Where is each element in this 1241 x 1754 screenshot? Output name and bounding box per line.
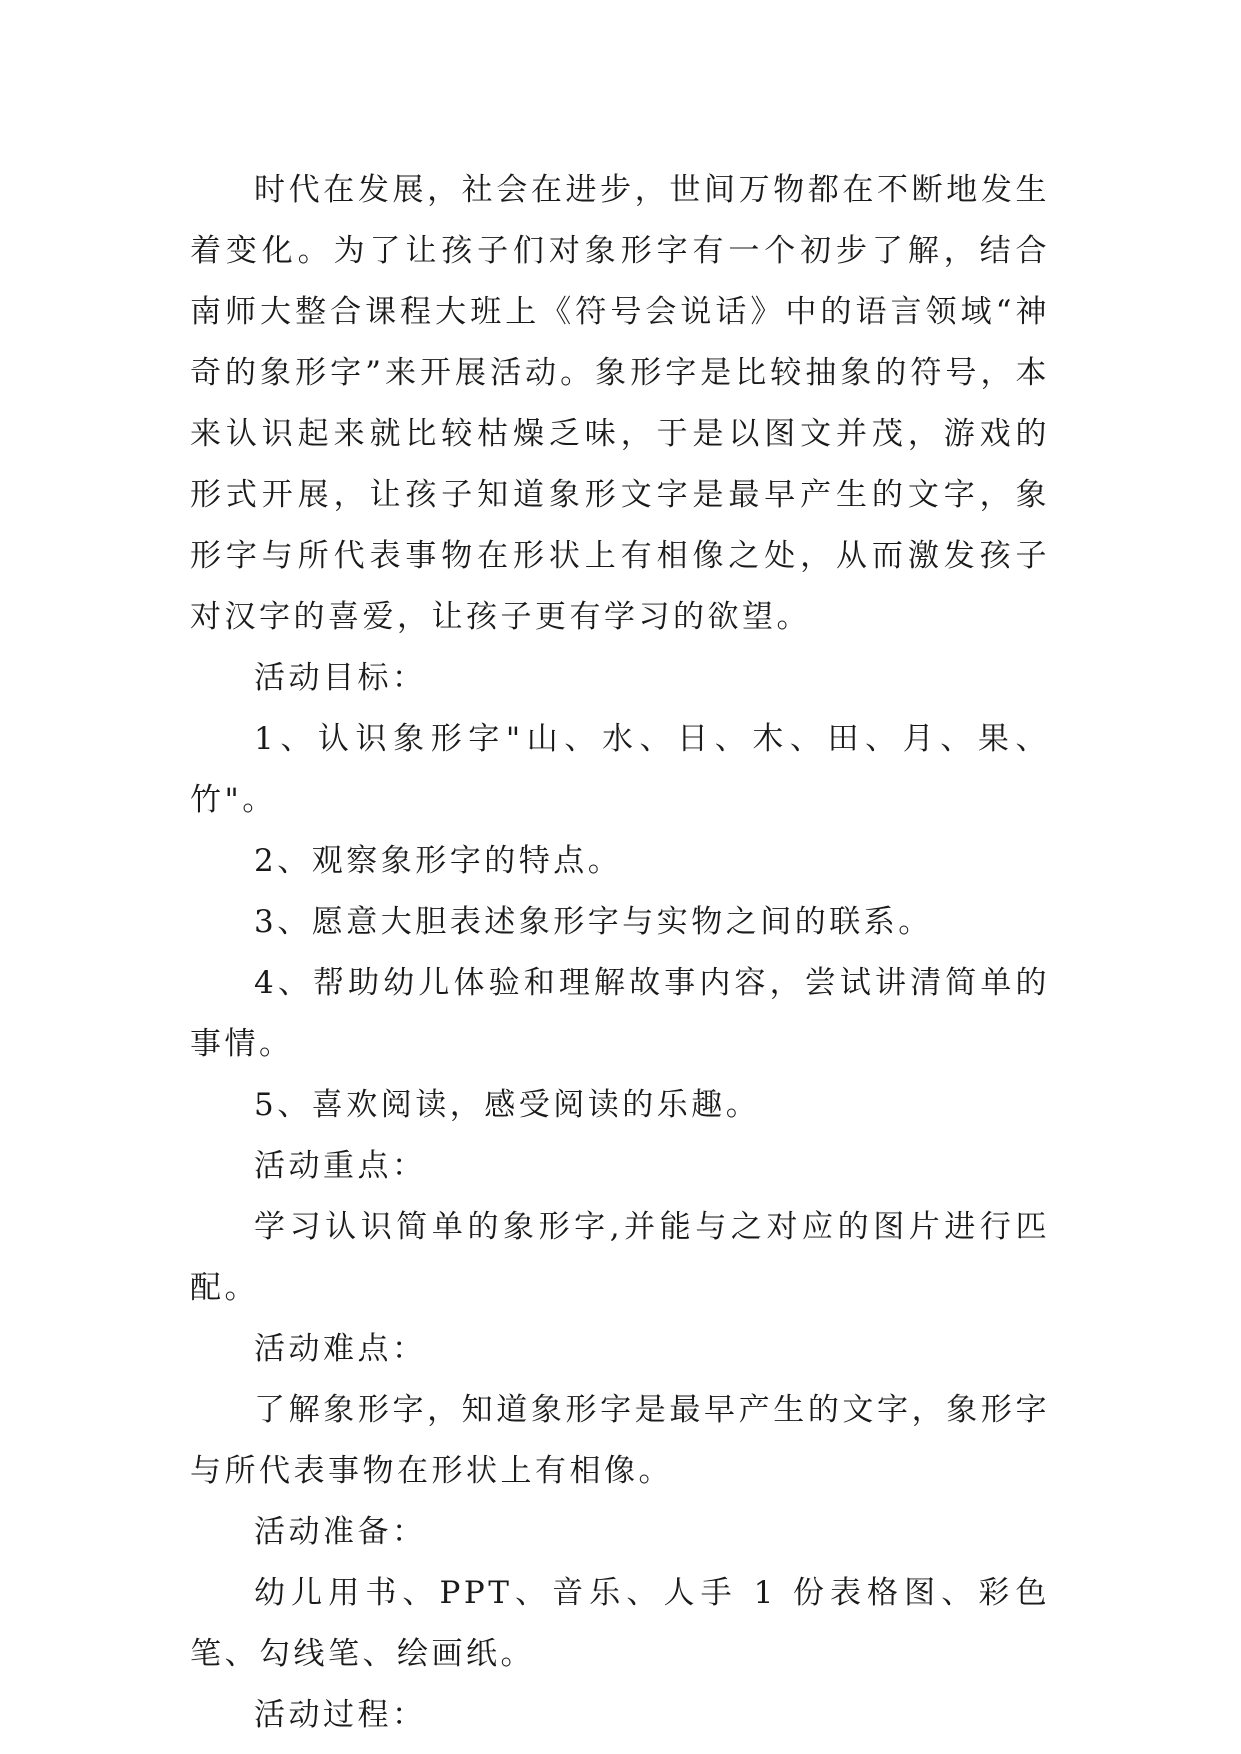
preparation-heading: 活动准备：: [254, 1514, 427, 1550]
document-page: [190, 160, 1050, 1746]
key-point-heading: 活动重点：: [254, 1148, 427, 1184]
goal-item-1: 1、认识象形字"山、水、日、木、田、月、果、竹"。: [190, 721, 1050, 818]
goal-item-5: 5、喜欢阅读，感受阅读的乐趣。: [254, 1087, 761, 1123]
preparation-text: 幼儿用书、PPT、音乐、人手 1 份表格图、彩色笔、勾线笔、绘画纸。: [190, 1575, 1050, 1672]
difficulty-heading: 活动难点：: [254, 1331, 427, 1367]
process-heading: 活动过程：: [254, 1697, 427, 1733]
goal-item-3: 3、愿意大胆表述象形字与实物之间的联系。: [254, 904, 933, 940]
goals-heading: 活动目标：: [254, 660, 427, 696]
key-point-text: 学习认识简单的象形字,并能与之对应的图片进行匹配。: [190, 1209, 1050, 1306]
intro-paragraph: 时代在发展，社会在进步，世间万物都在不断地发生着变化。为了让孩子们对象形字有一个初步了解，结合南师大整合课程大班上《符号会说话》中的语言领域“神奇的象形字”来开展活动。象形字是比较抽象的符号，本来认识起来就比较枯燥乏味，于是以图文并茂，游戏的形式开展，让孩子知道象形文字是最早产生的文字，象形字与所代表事物在形状上有相像之处，从而激发孩子对汉字的喜爱，让孩子更有学习的欲望。: [190, 172, 1050, 635]
difficulty-text: 了解象形字，知道象形字是最早产生的文字，象形字与所代表事物在形状上有相像。: [190, 1392, 1050, 1489]
goal-item-4: 4、帮助幼儿体验和理解故事内容，尝试讲清简单的事情。: [190, 965, 1050, 1062]
goal-item-2: 2、观察象形字的特点。: [254, 843, 623, 879]
